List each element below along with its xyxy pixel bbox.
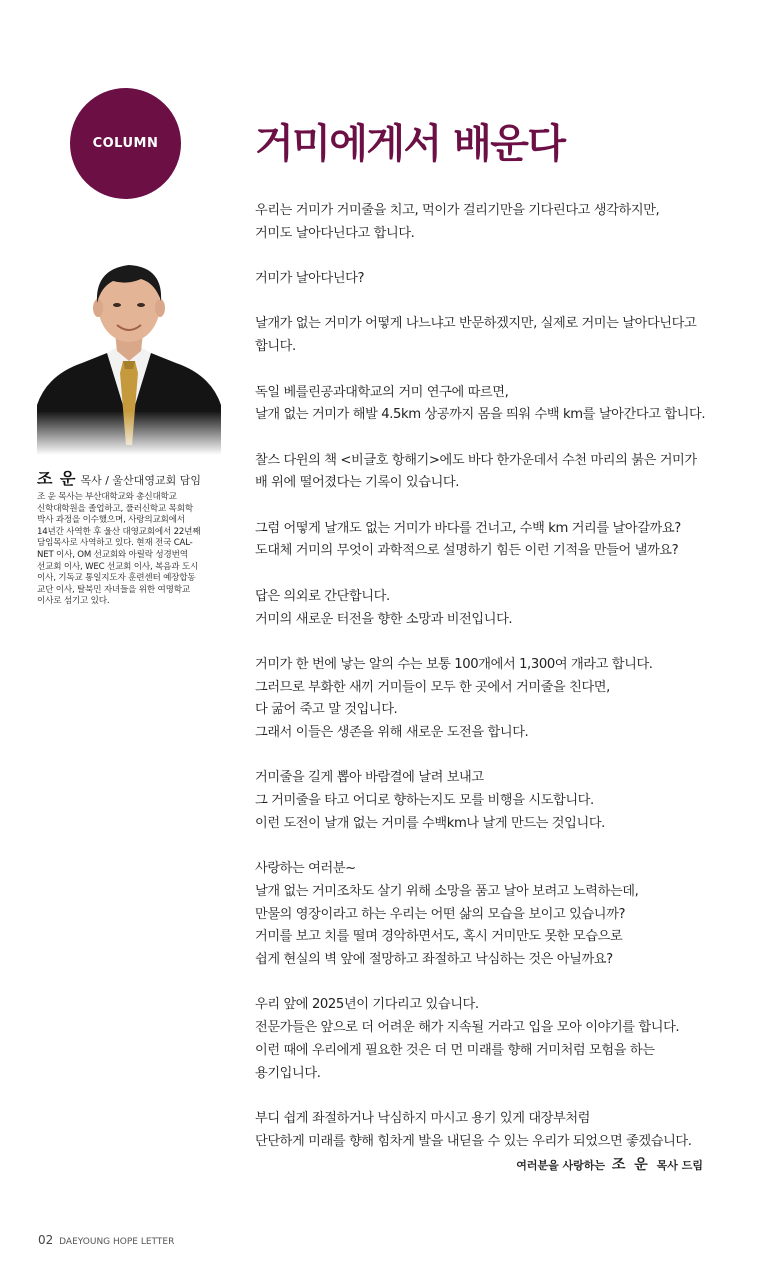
paragraph-line: 이런 도전이 날개 없는 거미를 수백km나 날게 만드는 것입니다. bbox=[255, 815, 605, 831]
paragraph-line: 거미를 보고 치를 떨며 경악하면서도, 혹시 거미만도 못한 모습으로 bbox=[255, 929, 623, 945]
paragraph-line: 거미가 한 번에 낳는 알의 수는 보통 100개에서 1,300여 개라고 합니다. bbox=[255, 656, 653, 672]
paragraph-line: 전문가들은 앞으로 더 어려운 해가 지속될 거라고 입을 모아 이야기를 합니다. bbox=[255, 1020, 680, 1036]
paragraph bbox=[255, 767, 725, 835]
paragraph-line: 도대체 거미의 무엇이 과학적으로 설명하기 힘든 이런 기적을 만들어 낼까요? bbox=[255, 543, 679, 559]
page-number: 02 bbox=[38, 1233, 54, 1247]
paragraph-line: 답은 의외로 간단합니다. bbox=[255, 588, 390, 604]
paragraph bbox=[255, 654, 725, 745]
paragraph bbox=[255, 268, 725, 291]
page-footer bbox=[38, 1233, 174, 1247]
paragraph-line: 용기입니다. bbox=[255, 1065, 321, 1081]
paragraph-line: 우리 앞에 2025년이 기다리고 있습니다. bbox=[255, 997, 479, 1013]
bio-line: NET 이사, OM 선교회와 아릴락 성경번역 bbox=[37, 549, 188, 560]
author-name: 조 운 bbox=[37, 469, 77, 488]
paragraph-line: 합니다. bbox=[255, 339, 296, 355]
paragraph-line: 쉽게 현실의 벽 앞에 절망하고 좌절하고 낙심하는 것은 아닐까요? bbox=[255, 952, 613, 968]
page-title: 거미에게서 배운다 bbox=[255, 121, 565, 167]
paragraph bbox=[255, 586, 725, 631]
bio-line: 박사 과정을 이수했으며, 사랑의교회에서 bbox=[37, 515, 185, 526]
paragraph bbox=[255, 450, 725, 495]
paragraph bbox=[255, 858, 725, 972]
bio-line: 선교회 이사, WEC 선교회 이사, 복음과 도시 bbox=[37, 561, 199, 572]
bio-line: 교단 이사, 탈북민 자녀들을 위한 여명학교 bbox=[37, 584, 190, 595]
signature-suffix: 목사 드림 bbox=[656, 1159, 703, 1172]
paragraph-line: 부디 쉽게 좌절하거나 낙심하지 마시고 용기 있게 대장부처럼 bbox=[255, 1110, 591, 1126]
paragraph bbox=[255, 313, 725, 358]
author-name-line bbox=[37, 466, 227, 489]
paragraph-line: 거미줄을 길게 뽑아 바람결에 날려 보내고 bbox=[255, 770, 484, 786]
paragraph-line: 거미가 날아다닌다? bbox=[255, 271, 365, 287]
bio-line: 14년간 사역한 후 울산 대영교회에서 22년째 bbox=[37, 526, 201, 537]
bio-line: 조 운 목사는 부산대학교와 총신대학교 bbox=[37, 492, 177, 502]
paragraph-line: 날개 없는 거미가 해발 4.5km 상공까지 몸을 띄워 수백 km를 날아간다고 합니다. bbox=[255, 407, 706, 423]
paragraph bbox=[255, 994, 725, 1085]
paragraph bbox=[255, 1108, 725, 1153]
paragraph-line: 찰스 다윈의 책 <비글호 항해기>에도 바다 한가운데서 수천 마리의 붉은 거미가 bbox=[255, 452, 697, 468]
paragraph-line: 거미도 날아다닌다고 합니다. bbox=[255, 225, 415, 241]
paragraph-line: 그 거미줄을 타고 어디로 향하는지도 모를 비행을 시도합니다. bbox=[255, 793, 594, 809]
paragraph-line: 단단하게 미래를 향해 힘차게 발을 내딛을 수 있는 우리가 되었으면 좋겠습니다. bbox=[255, 1133, 692, 1149]
bio-line: 이사, 기독교 통일지도자 훈련센터 예장합동 bbox=[37, 573, 196, 584]
author-portrait bbox=[37, 255, 221, 455]
paragraph bbox=[255, 200, 725, 245]
paragraph-line: 그럼 어떻게 날개도 없는 거미가 바다를 건너고, 수백 km 거리를 날아갈까요? bbox=[255, 520, 681, 536]
paragraph-line: 사랑하는 여러분~ bbox=[255, 861, 356, 877]
author-bio bbox=[37, 492, 227, 608]
signature bbox=[516, 1154, 703, 1174]
paragraph-line: 만물의 영장이라고 하는 우리는 어떤 삶의 모습을 보이고 있습니까? bbox=[255, 906, 626, 922]
paragraph-line: 그러므로 부화한 새끼 거미들이 모두 한 곳에서 거미줄을 친다면, bbox=[255, 679, 610, 695]
column-badge bbox=[70, 88, 181, 199]
paragraph-line: 날개 없는 거미조차도 살기 위해 소망을 품고 날아 보려고 노력하는데, bbox=[255, 883, 639, 899]
author-role: 목사 / 울산대영교회 담임 bbox=[80, 474, 201, 487]
bio-line: 이사로 섬기고 있다. bbox=[37, 596, 110, 607]
paragraph-line: 날개가 없는 거미가 어떻게 나느냐고 반문하겠지만, 실제로 거미는 날아다닌다고 bbox=[255, 316, 697, 332]
paragraph-line: 독일 베를린공과대학교의 거미 연구에 따르면, bbox=[255, 384, 509, 400]
signature-prefix: 여러분을 사랑하는 bbox=[516, 1159, 606, 1172]
paragraph-line: 그래서 이들은 생존을 위해 새로운 도전을 합니다. bbox=[255, 725, 529, 741]
paragraph-line: 거미의 새로운 터전을 향한 소망과 비전입니다. bbox=[255, 611, 513, 627]
paragraph-line: 배 위에 떨어졌다는 기록이 있습니다. bbox=[255, 475, 460, 491]
bio-line: 신학대학원을 졸업하고, 풀러신학교 목회학 bbox=[37, 503, 193, 514]
paragraph bbox=[255, 382, 725, 427]
column-badge-label: COLUMN bbox=[92, 136, 159, 151]
bio-line: 담임목사로 사역하고 있다. 현재 전국 CAL- bbox=[37, 538, 193, 549]
footer-label: DAEYOUNG HOPE LETTER bbox=[59, 1237, 175, 1247]
paragraph-line: 우리는 거미가 거미줄을 치고, 먹이가 걸리기만을 기다린다고 생각하지만, bbox=[255, 203, 660, 218]
signature-name: 조 운 bbox=[611, 1157, 650, 1173]
column-body bbox=[255, 200, 725, 1176]
paragraph-line: 이런 때에 우리에게 필요한 것은 더 먼 미래를 향해 거미처럼 모험을 하는 bbox=[255, 1042, 655, 1058]
paragraph bbox=[255, 518, 725, 563]
paragraph-line: 다 굶어 죽고 말 것입니다. bbox=[255, 702, 398, 718]
